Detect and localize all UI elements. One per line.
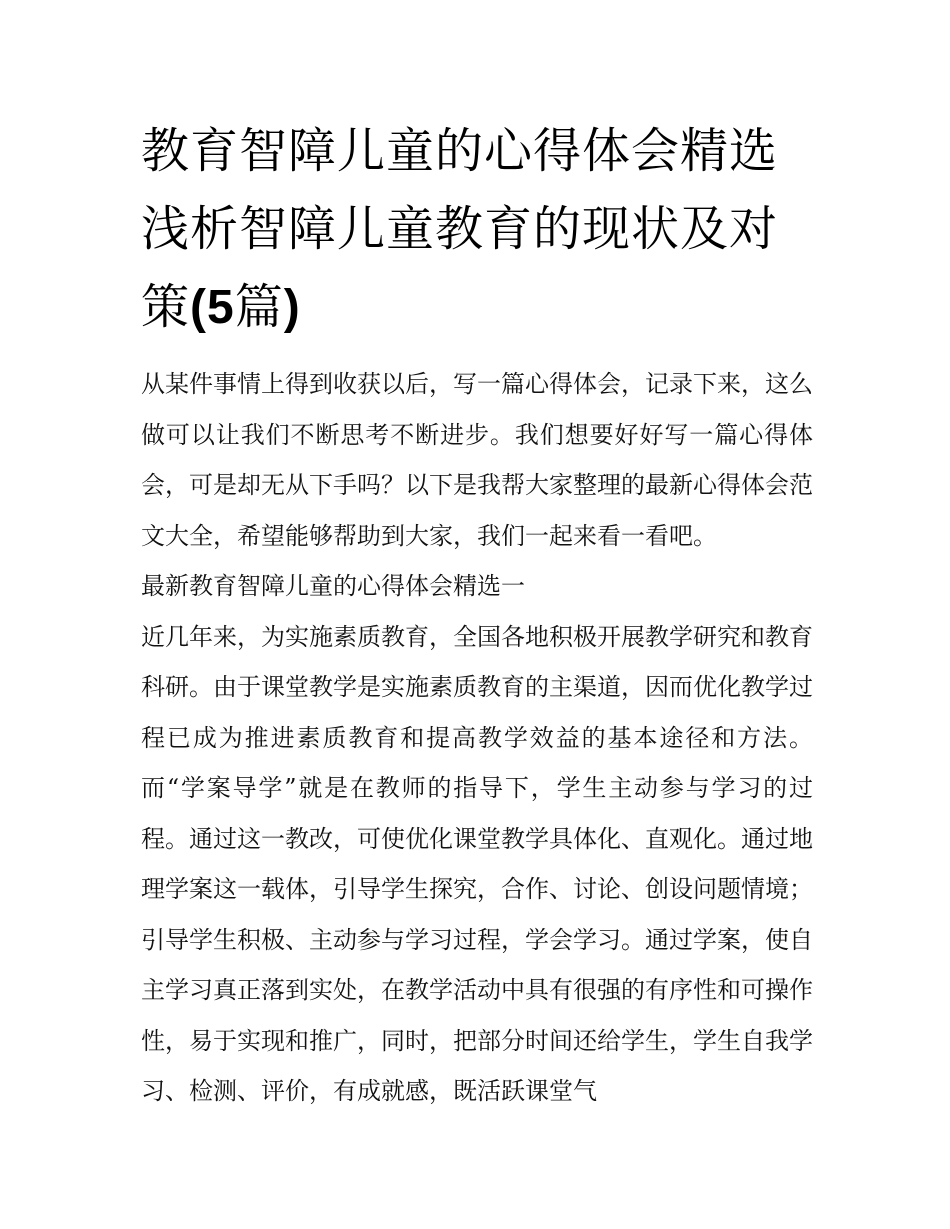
section-body-paragraph: 近几年来，为实施素质教育，全国各地积极开展教学研究和教育科研。由于课堂教学是实施素质教育的主渠道，因而优化教学过程已成为推进素质教育和提高教学效益的基本途径和方法。而“学案导学”就是在教师的指导下，学生主动参与学习的过程。通过这一教改，可使优化课堂教学具体化、直观化。通过地理学案这一载体，引导学生探究，合作、讨论、创设问题情境；引导学生积极、主动参与学习过程，学会学习。通过学案，使自主学习真正落到实处，在教学活动中具有很强的有序性和可操作性，易于实现和推广，同时，把部分时间还给学生，学生自我学习、检测、评价，有成就感，既活跃课堂气 [141, 622, 813, 1105]
document-page [141, 112, 813, 1117]
title-line-3-suffix: 篇 [234, 279, 284, 335]
title-line-1: 教育智障儿童的心得体会精选 [141, 123, 779, 179]
title-line-2: 浅析智障儿童教育的现状及对 [141, 201, 779, 257]
section-heading: 最新教育智障儿童的心得体会精选一 [141, 572, 525, 600]
document-title [141, 112, 813, 347]
title-line-3-close: ) [283, 281, 301, 334]
intro-paragraph: 从某件事情上得到收获以后，写一篇心得体会，记录下来，这么做可以让我们不断思考不断进步。我们想要好好写一篇心得体会，可是却无从下手吗？以下是我帮大家整理的最新心得体会范文大全，希望能够帮助到大家，我们一起来看一看吧。 [141, 370, 813, 550]
title-line-3-number: (5 [190, 281, 235, 334]
title-line-3-prefix: 策 [141, 279, 191, 335]
